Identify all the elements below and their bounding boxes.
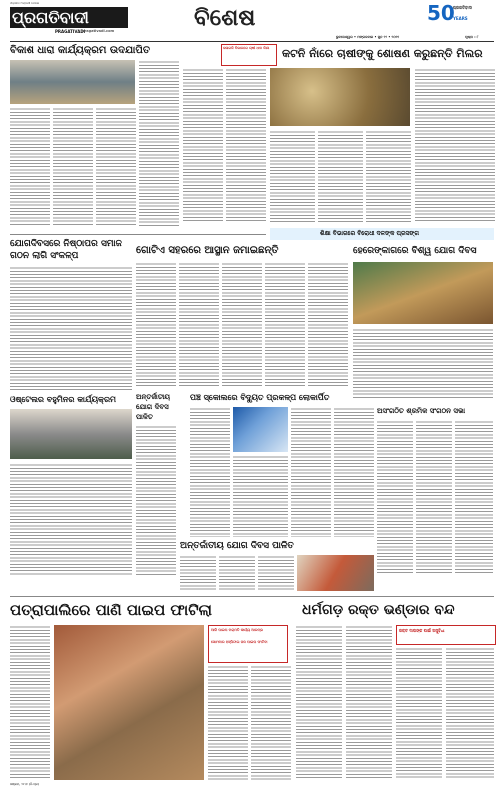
story-body	[346, 625, 392, 780]
page-number: ପୃଷ୍ଠା : ୮	[465, 35, 479, 39]
anniversary-logo: 50 YEARS ପ୍ରଗତିବାଦୀ	[427, 2, 473, 24]
story-body	[139, 60, 179, 227]
story-body	[222, 262, 262, 387]
story-body	[415, 68, 495, 223]
story-body	[10, 625, 50, 780]
story-body	[265, 262, 305, 387]
story-body	[455, 420, 493, 575]
story-headline: ଯୋଗଦିବସରେ ନିଷ୍ଠାପର ସମାଜ ଗଠନ ଲାଗି ସଂକଳ୍ପ	[10, 239, 122, 261]
story-headline: କଟନି ନାଁରେ ଚାଷୀଙ୍କୁ ଶୋଷଣ କରୁଛନ୍ତି ମିଲର	[282, 47, 483, 60]
story-photo	[10, 409, 132, 459]
story-headline: ହେରେଙ୍କାଗରେ ବିଶ୍ୱ ଯୋଗ ଦିବସ	[353, 246, 477, 256]
story-body	[270, 130, 315, 223]
logo-subtitle: PRAGATIVADI	[55, 29, 86, 34]
story-body	[136, 425, 176, 575]
story-body	[183, 68, 223, 223]
story-kicker-box: ଜଳାଗଳି ବିଭାଗରେ ଚାଷୀ ଧାନ କିଣା	[221, 44, 277, 66]
story-headline: ଧର୍ମଗଡ଼ ରକ୍ତ ଭଣ୍ଡାର ବନ୍ଦ	[302, 602, 455, 618]
story-body	[96, 107, 136, 227]
section-title: ବିଶେଷ	[194, 5, 256, 31]
divider	[10, 234, 266, 235]
dateline: ଭୁବନେଶ୍ୱର • ମଙ୍ଗଳବାର • ଜୁନ ୨୨ • ୨୦୨୧	[336, 35, 400, 39]
story-photo	[353, 262, 493, 324]
website-url: pragativadi.com	[82, 29, 115, 33]
story-body	[416, 420, 452, 575]
story-body	[334, 407, 374, 537]
story-body	[318, 130, 363, 223]
story-body	[226, 68, 266, 223]
story-box: ରକ୍ତ ଦାତାଙ୍କ ପାଇଁ ଅସୁବିଧା	[396, 625, 496, 645]
story-body	[10, 266, 132, 390]
masthead	[0, 0, 500, 40]
story-photo	[297, 555, 374, 591]
story-body	[233, 455, 288, 537]
story-body	[251, 665, 291, 780]
story-body	[179, 262, 219, 387]
story-headline: ଅସଂଗଠିତ ଶ୍ରମିକ ସଂଗଠନ ସଭା	[377, 407, 466, 415]
story-headline: ପଞ୍ଚ ସ୍କୋଲରେ ବିଦ୍ୟୁତ ପ୍ରକଳ୍ପ ଲୋକାର୍ପିତ	[190, 393, 330, 402]
story-body	[296, 625, 342, 780]
story-headline: ଅନ୍ତର୍ଜାତୀୟ ଯୋଗ ଦିବସ ପାଳିତ	[180, 541, 294, 551]
story-body	[180, 555, 216, 591]
story-body	[291, 407, 331, 537]
story-body	[53, 107, 93, 227]
story-body	[366, 130, 411, 223]
story-photo	[270, 68, 410, 126]
story-body	[353, 328, 493, 400]
tagline: ଓଡ଼ିଶାର ଅଗ୍ରଣୀ ଦୈନିକ	[10, 2, 40, 5]
story-body	[377, 420, 413, 575]
story-headline: ଓଷ୍ଟେଲର ବହୁମିନର କାର୍ଯ୍ୟକ୍ରମ	[10, 395, 117, 404]
story-body	[10, 463, 132, 575]
story-box: ଆଜି ପାଇପ ମରାମତି କାର୍ଯ୍ୟ ଆରମ୍ଭ ସୋମବାର ହସ୍ପିଟାଲ ଜଳ ପାଇପ ଫାଟିବା	[208, 625, 288, 663]
story-body	[208, 665, 248, 780]
story-body	[446, 647, 494, 780]
story-body	[258, 555, 294, 591]
story-photo	[54, 625, 204, 780]
story-photo	[233, 407, 288, 452]
divider	[10, 596, 494, 597]
byline: ଗଞ୍ଜାମ, ୨୧।୬ (ନି.ପ୍ର)	[10, 782, 40, 786]
story-body	[396, 647, 442, 780]
story-headline: ଗୋଟିଏ ସହରରେ ଆସ୍ଥାନ ଜମାଇଛନ୍ତି	[136, 245, 279, 256]
story-photo	[10, 60, 135, 104]
story-body	[190, 407, 230, 537]
story-headline: ପତ୍ରାପାଲିରେ ପାଣି ପାଇପ ଫାଟିଲା	[10, 601, 212, 619]
story-body	[136, 262, 176, 387]
masthead-rule	[10, 41, 494, 42]
story-body	[10, 107, 50, 227]
logo: ପ୍ରଗତିବାଦୀ	[10, 7, 128, 28]
story-box	[136, 392, 188, 422]
story-headline: ବିକାଶ ଧାରା କାର୍ଯ୍ୟକ୍ରମ ଉଦଯାପିତ	[10, 45, 151, 56]
story-body	[219, 555, 255, 591]
story-subhead-bar: ଶିକ୍ଷା ବିଭାଗରେ ବିରୋଧୀ ଦଳଙ୍କ ପ୍ରସଙ୍ଗ	[270, 228, 494, 240]
story-body	[308, 262, 348, 387]
story-headline: ଅନ୍ତର୍ଜାତୀୟ ଯୋଗ ଦିବସ ପାଳିତ	[136, 393, 171, 421]
